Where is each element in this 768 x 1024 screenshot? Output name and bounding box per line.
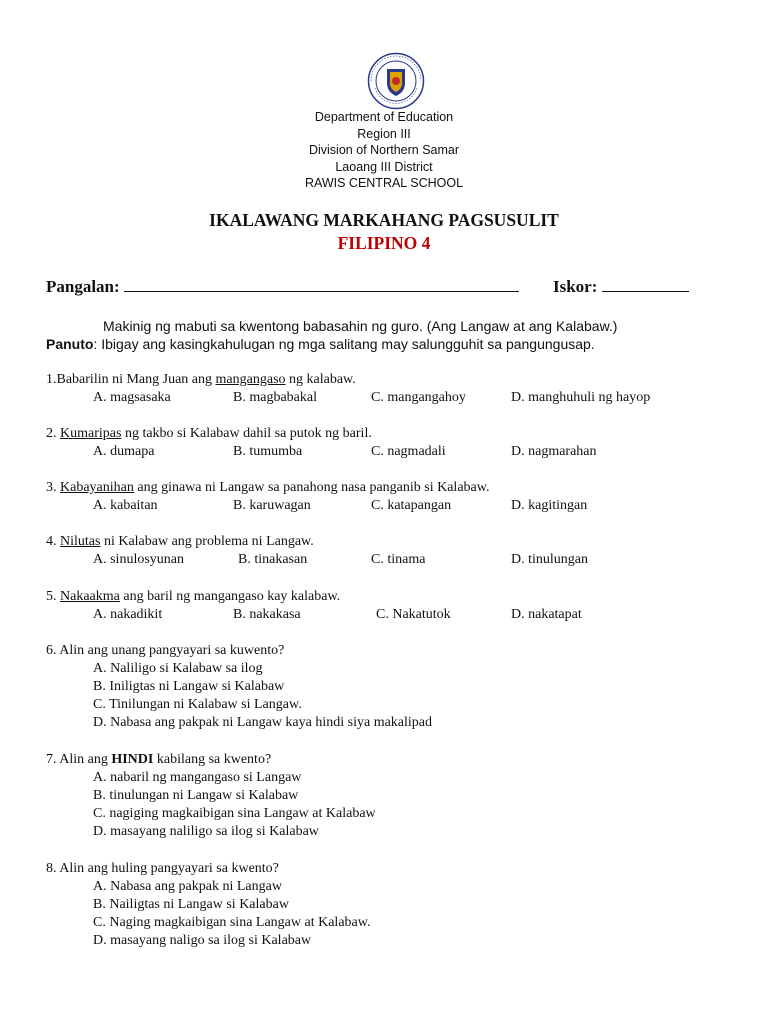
header-line-school: RAWIS CENTRAL SCHOOL	[304, 176, 464, 190]
question-text: 3.	[46, 480, 60, 495]
option-a[interactable]: A. Naliligo si Kalabaw sa ilog	[93, 661, 263, 676]
intro-text: Makinig ng mabuti sa kwentong babasahin ng guro. (Ang Langaw at ang Kalabaw.)	[103, 318, 618, 334]
option-b[interactable]: B. karuwagan	[233, 498, 311, 513]
option-c[interactable]: C. Tinilungan ni Kalabaw si Langaw.	[93, 697, 302, 712]
option-d[interactable]: D. nakatapat	[511, 607, 582, 622]
name-label: Pangalan:	[46, 277, 120, 296]
option-a[interactable]: A. sinulosyunan	[93, 552, 184, 567]
exam-subject: FILIPINO 4	[337, 233, 431, 253]
question-text: ang ginawa ni Langaw sa panahong nasa panganib si Kalabaw.	[133, 480, 490, 495]
option-a[interactable]: A. dumapa	[93, 444, 155, 459]
option-c[interactable]: C. nagmadali	[371, 444, 446, 459]
question-text: ni Kalabaw ang problema ni Langaw.	[100, 534, 314, 549]
score-field[interactable]	[602, 276, 689, 292]
options-list-8	[93, 878, 370, 950]
question-text: 4.	[46, 534, 60, 549]
question-7	[46, 751, 271, 769]
deped-seal-icon	[367, 52, 425, 110]
option-a[interactable]: A. kabaitan	[93, 498, 158, 513]
option-b[interactable]: B. tinakasan	[238, 552, 308, 567]
directions-text: : Ibigay ang kasingkahulugan ng mga salitang may salungguhit sa pangungusap.	[93, 336, 595, 352]
options-list-6	[93, 660, 432, 732]
option-d[interactable]: D. manghuhuli ng hayop	[511, 390, 651, 405]
option-b[interactable]: B. nakakasa	[233, 607, 301, 622]
directions-label: Panuto	[46, 336, 94, 352]
question-text: ng takbo si Kalabaw dahil sa putok ng baril.	[121, 426, 372, 441]
name-score-line	[46, 276, 598, 297]
underlined-word: Kabayanihan	[60, 480, 134, 495]
option-a[interactable]: A. nakadikit	[93, 607, 163, 622]
question-text: 7. Alin ang	[46, 752, 112, 767]
options-row-3	[0, 497, 768, 515]
question-6: 6. Alin ang unang pangyayari sa kuwento?	[46, 643, 285, 658]
option-a[interactable]: A. nabaril ng mangangaso si Langaw	[93, 770, 302, 785]
question-text: ang baril ng mangangaso kay kalabaw.	[119, 589, 341, 604]
option-d[interactable]: D. masayang naligo sa ilog si Kalabaw	[93, 933, 312, 948]
question-3	[46, 479, 489, 497]
question-text: ng kalabaw.	[285, 372, 356, 387]
option-d[interactable]: D. nagmarahan	[511, 444, 597, 459]
emphasis-word: HINDI	[111, 752, 154, 767]
question-text: 1.Babarilin ni Mang Juan ang	[46, 372, 216, 387]
header-line-division: Division of Northern Samar	[308, 143, 460, 157]
option-c[interactable]: C. katapangan	[371, 498, 452, 513]
option-b[interactable]: B. tumumba	[233, 444, 303, 459]
question-text: 5.	[46, 589, 60, 604]
option-d[interactable]: D. Nabasa ang pakpak ni Langaw kaya hindi siya makalipad	[93, 715, 433, 730]
option-c[interactable]: C. Naging magkaibigan sina Langaw at Kalabaw.	[93, 915, 371, 930]
header-line-department: Department of Education	[314, 110, 454, 124]
options-row-5	[0, 606, 768, 624]
exam-title: IKALAWANG MARKAHANG PAGSUSULIT	[209, 210, 559, 230]
underlined-word: Nakaakma	[60, 589, 120, 604]
underlined-word: Kumaripas	[60, 426, 122, 441]
underlined-word: Nilutas	[60, 534, 101, 549]
option-c[interactable]: C. Nakatutok	[376, 607, 451, 622]
option-d[interactable]: D. kagitingan	[511, 498, 588, 513]
underlined-word: mangangaso	[215, 372, 286, 387]
question-1	[46, 371, 356, 389]
question-5	[46, 588, 340, 606]
question-text: kabilang sa kwento?	[153, 752, 272, 767]
option-c[interactable]: C. mangangahoy	[371, 390, 466, 405]
option-c[interactable]: C. nagiging magkaibigan sina Langaw at Kalabaw	[93, 806, 376, 821]
question-8: 8. Alin ang huling pangyayari sa kwento?	[46, 861, 279, 876]
options-list-7	[93, 769, 376, 841]
option-c[interactable]: C. tinama	[371, 552, 426, 567]
option-d[interactable]: D. masayang naliligo sa ilog si Kalabaw	[93, 824, 319, 839]
option-a[interactable]: A. magsasaka	[93, 390, 171, 405]
question-text: 2.	[46, 426, 60, 441]
score-label: Iskor:	[553, 277, 598, 296]
header-line-district: Laoang III District	[335, 159, 433, 174]
option-b[interactable]: B. magbabakal	[233, 390, 317, 405]
question-4	[46, 533, 314, 551]
option-b[interactable]: B. Iniligtas ni Langaw si Kalabaw	[93, 679, 285, 694]
options-row-1	[0, 389, 768, 407]
option-b[interactable]: B. tinulungan ni Langaw si Kalabaw	[93, 788, 299, 803]
options-row-2	[0, 443, 768, 461]
option-a[interactable]: A. Nabasa ang pakpak ni Langaw	[93, 879, 282, 894]
option-d[interactable]: D. tinulungan	[511, 552, 588, 567]
options-row-4	[0, 551, 768, 569]
header-line-region: Region III	[357, 126, 411, 141]
option-b[interactable]: B. Nailigtas ni Langaw si Kalabaw	[93, 897, 289, 912]
name-field[interactable]	[124, 276, 519, 292]
question-2	[46, 425, 372, 443]
directions	[46, 335, 595, 353]
school-header	[0, 109, 768, 192]
